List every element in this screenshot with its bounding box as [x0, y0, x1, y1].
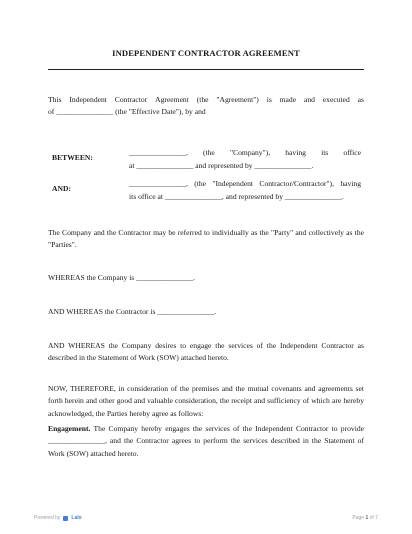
intro-word: made — [279, 95, 297, 104]
parties-paragraph: The Company and the Contractor may be referred to individually as the "Party" and collectively as the "Parties". — [48, 228, 364, 250]
whereas-contractor: AND WHEREAS the Contractor is _______________. — [48, 307, 217, 316]
intro-word: Independent — [69, 95, 107, 104]
intro-line-1 — [48, 94, 364, 106]
intro-word: "Agreement") — [216, 95, 259, 104]
page-current: 1 — [365, 515, 369, 521]
and-label: AND: — [52, 184, 71, 193]
and-line-1: _______________, (the "Independent Contractor/Contractor"), having — [129, 179, 361, 188]
intro-line-2: of _______________ (the "Effective Date"), by and — [48, 107, 206, 116]
between-word: "Company"), — [229, 148, 271, 157]
between-party-block — [129, 146, 361, 173]
and-party-block — [129, 177, 361, 204]
powered-by — [34, 515, 82, 521]
intro-word: and — [303, 95, 315, 104]
intro-word: Contractor — [114, 95, 148, 104]
between-word: _______________, — [129, 148, 188, 157]
intro-word: This — [48, 95, 62, 104]
between-word: its — [321, 148, 329, 157]
intro-word: Agreement — [155, 95, 189, 104]
between-word: (the — [203, 148, 215, 157]
whereas-engage: AND WHEREAS the Company desires to engage the services of the Independent Contractor as described in the Statement of Work (SOW) attached hereto. — [48, 341, 364, 363]
intro-word: as — [357, 95, 364, 104]
between-word: office — [343, 148, 361, 157]
page-label: Page — [352, 515, 365, 521]
between-label: BETWEEN: — [52, 153, 93, 162]
intro-word: is — [266, 95, 272, 104]
and-line-2: its office at _______________, and represented by _______________. — [129, 192, 344, 202]
engagement-clause — [48, 423, 364, 460]
intro-word: (the — [196, 95, 209, 104]
engagement-text: The Company hereby engages the services of the Independent Contractor to provide _______________, and the Contractor agrees to perform the services described in the Statement of Work (SOW) attached hereto. — [48, 424, 364, 458]
title-divider — [48, 69, 364, 70]
page-total: 7 — [375, 515, 378, 521]
intro-word: executed — [322, 95, 350, 104]
between-line-1 — [129, 146, 361, 159]
now-therefore-paragraph: NOW, THEREFORE, in consideration of the premises and the mutual covenants and agreements set forth herein and other good and valuable consideration, the receipt and sufficiency of which are hereby acknowledged, the Parties hereby agree as follows: — [48, 384, 364, 418]
engagement-heading: Engagement. — [48, 424, 91, 433]
lalo-logo-icon — [63, 516, 68, 521]
page-footer — [0, 513, 412, 525]
page-indicator — [352, 515, 378, 521]
document-title: INDEPENDENT CONTRACTOR AGREEMENT — [112, 48, 300, 58]
whereas-company: WHEREAS the Company is _______________. — [48, 273, 196, 282]
page-of: of — [369, 515, 374, 521]
between-line-2: at _______________ and represented by _______________. — [129, 161, 314, 171]
powered-by-label: Powered by — [34, 515, 61, 521]
between-word: having — [285, 148, 306, 157]
brand-name: Lalo — [71, 515, 82, 521]
